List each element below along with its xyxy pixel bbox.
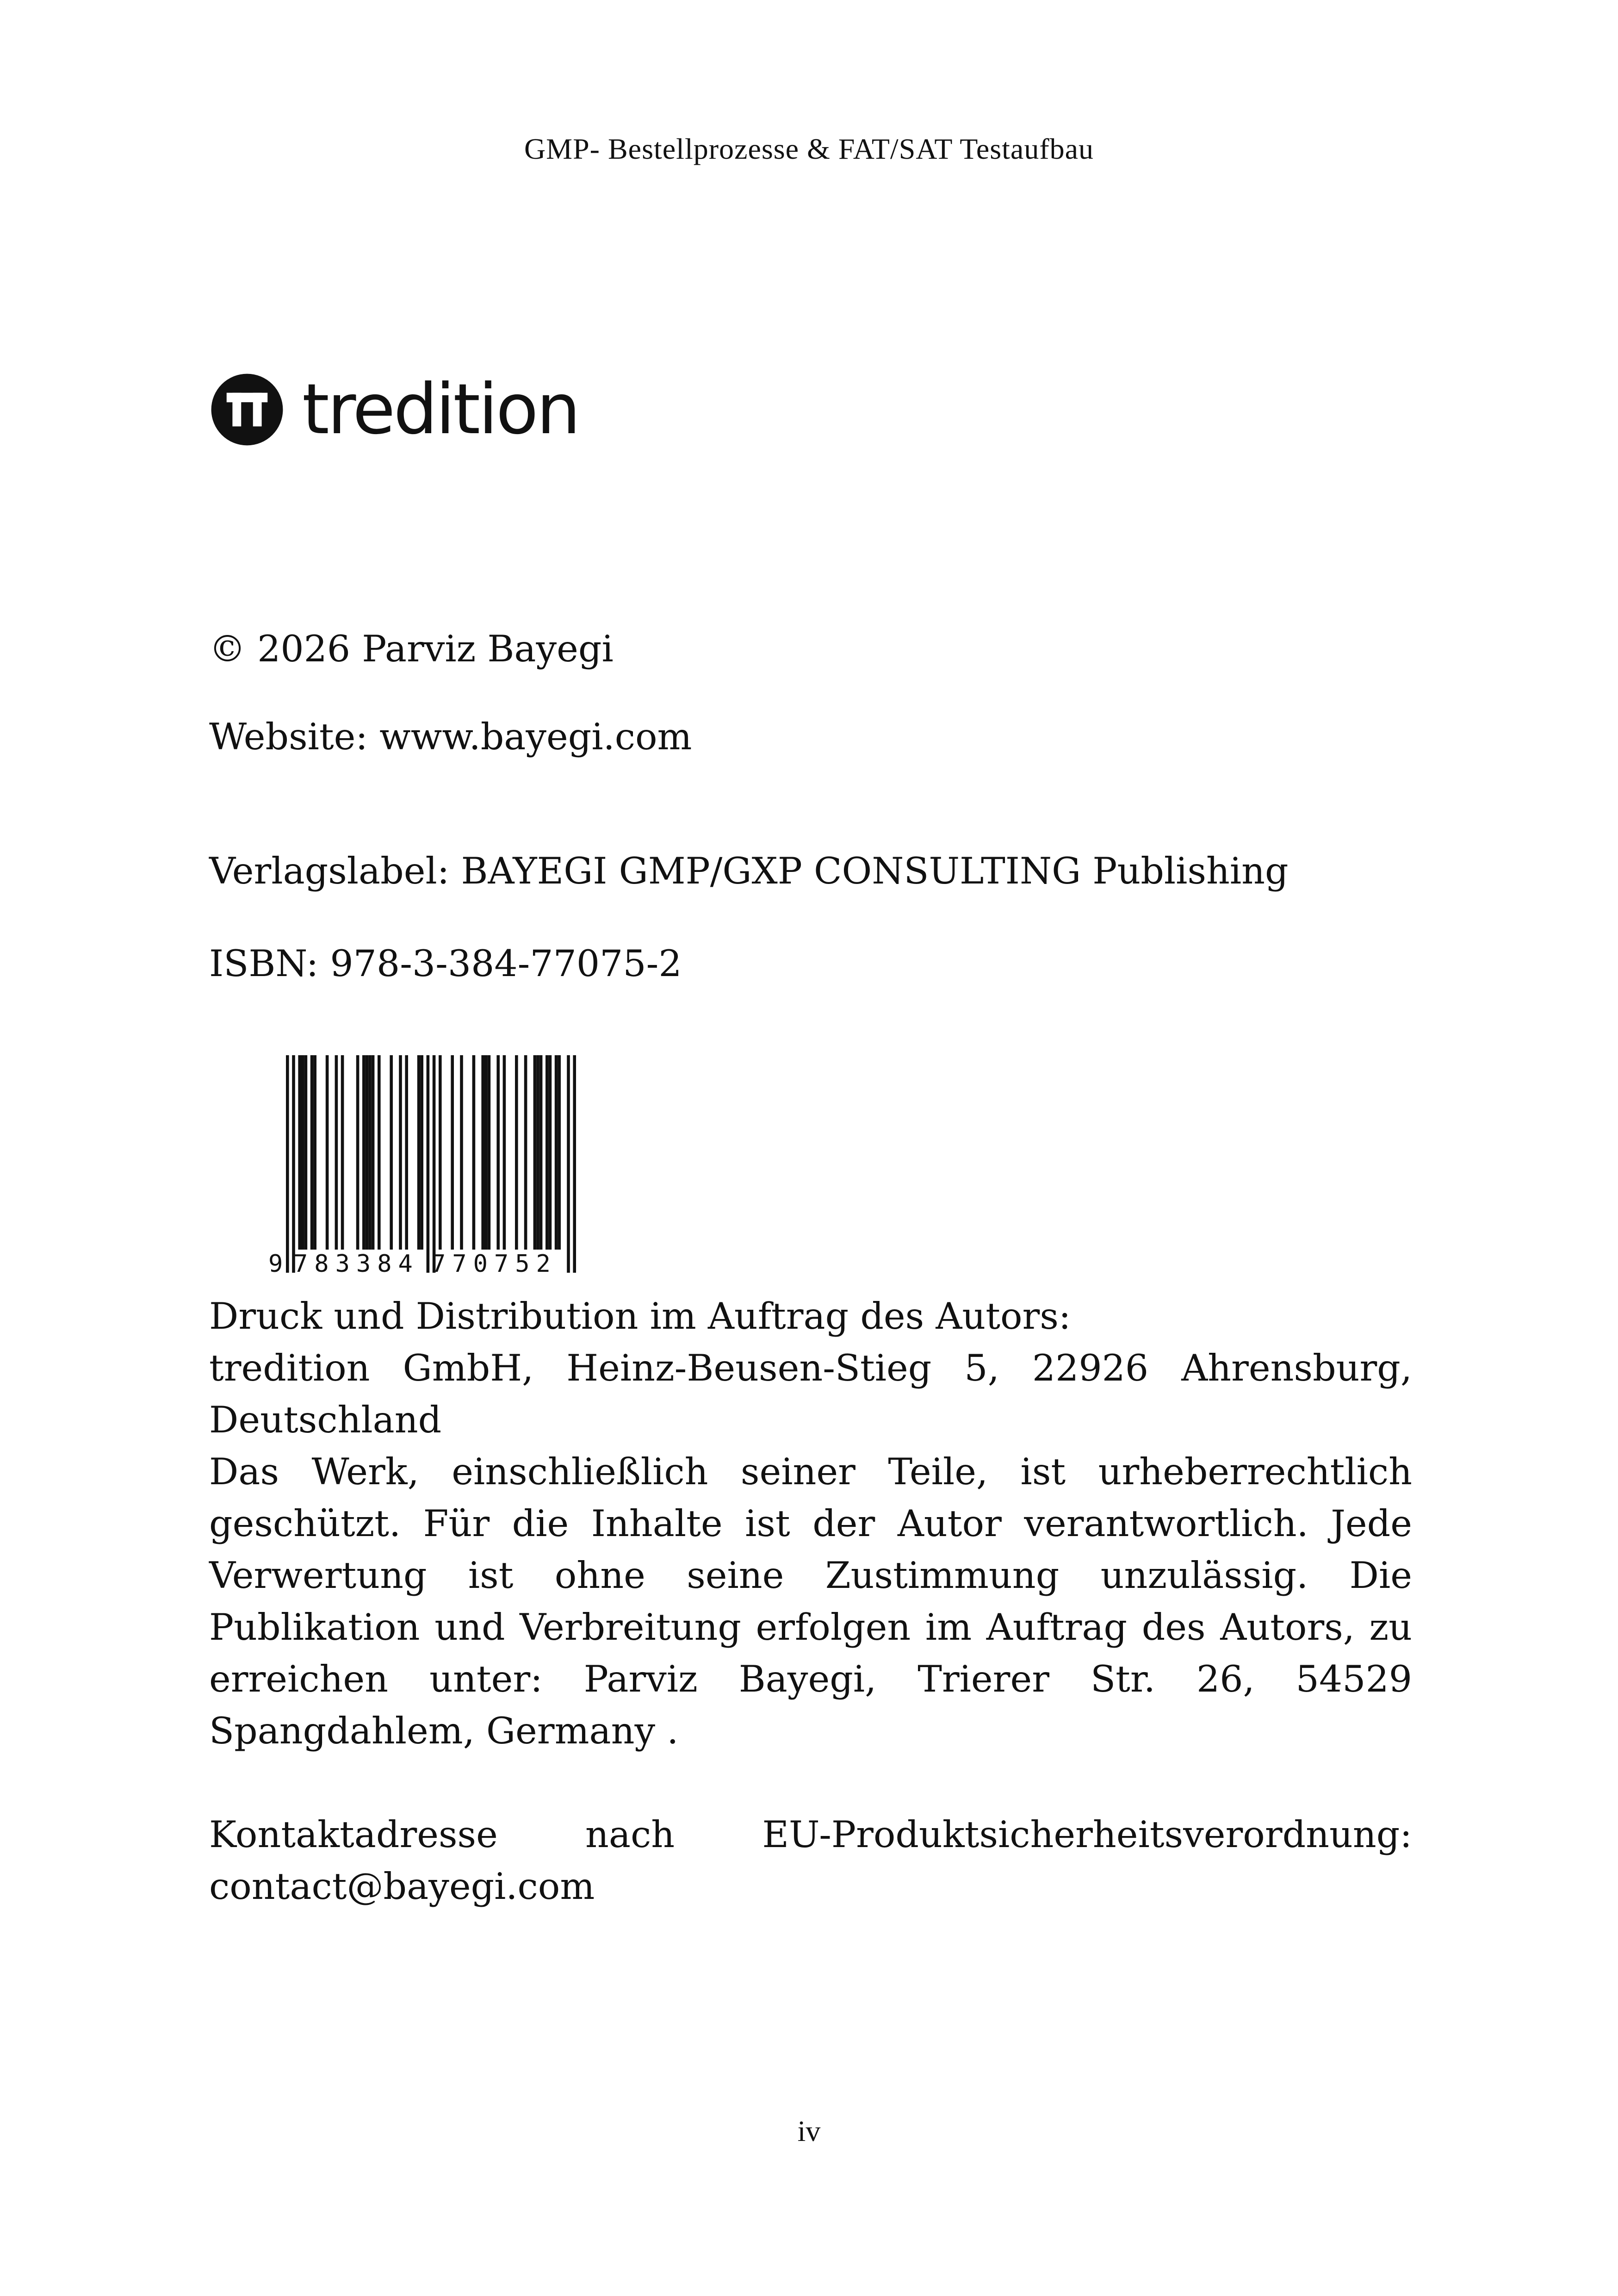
distribution-intro: Druck und Distribution im Auftrag des Autors: — [209, 1295, 1071, 1338]
copyright-line: © 2026 Parviz Bayegi — [209, 628, 614, 670]
barcode-bar — [356, 1055, 360, 1250]
publisher-logo — [211, 370, 579, 449]
barcode-bar — [488, 1055, 491, 1250]
barcode-bar — [390, 1055, 393, 1250]
barcode-guard-bar — [286, 1055, 289, 1273]
barcode-bar — [366, 1055, 369, 1250]
page-number: iv — [797, 2115, 821, 2147]
barcode-bar — [335, 1055, 338, 1250]
barcode-bar — [496, 1055, 500, 1250]
barcode-bar — [549, 1055, 552, 1250]
logo-wordmark: tredition — [302, 369, 579, 450]
website-line: Website: www.bayegi.com — [209, 716, 692, 758]
copyright-notice: Das Werk, einschließlich seiner Teile, ist urheberrechtlich geschützt. Für die Inhalte ist der Autor verantwortlich. Jede Verwertung ist ohne seine Zustimmung unzulässig. Die Publikation und Verbreitung erfolgen im Auftrag des Autors, zu erreichen unter: Parviz Bayegi, Trierer Str. 26, 54529 Spangdahlem, Germany . — [209, 1450, 1412, 1752]
barcode-bar — [368, 1055, 372, 1250]
barcode-guard-bar — [573, 1055, 576, 1273]
barcode-bar — [417, 1055, 421, 1250]
distribution-country: Deutschland — [209, 1399, 442, 1441]
barcode-bar — [524, 1055, 527, 1250]
barcode-bar — [558, 1055, 561, 1250]
barcode-bar — [420, 1055, 423, 1250]
contact-address: Kontaktadresse nach EU-Produktsicherheitsverordnung: contact@bayegi.com — [209, 1813, 1412, 1908]
barcode-bar — [546, 1055, 549, 1250]
barcode-bar — [372, 1055, 375, 1250]
isbn-line: ISBN: 978-3-384-77075-2 — [209, 942, 682, 985]
barcode-guard-bar — [292, 1055, 295, 1273]
barcode-bar — [326, 1055, 329, 1250]
barcode-bar — [301, 1055, 304, 1250]
tredition-t-logo-icon — [211, 373, 284, 446]
barcode-bar — [536, 1055, 539, 1250]
barcode-bar — [451, 1055, 454, 1250]
barcode-bar — [313, 1055, 316, 1250]
barcode-guard-bar — [567, 1055, 570, 1273]
barcode-bar — [481, 1055, 484, 1250]
barcode-bar — [341, 1055, 344, 1250]
barcode-bar — [555, 1055, 558, 1250]
barcode-bar — [304, 1055, 308, 1250]
barcode-bar — [298, 1055, 301, 1250]
distribution-address: tredition GmbH, Heinz-Beusen-Stieg 5, 22926 Ahrensburg, — [209, 1347, 1412, 1389]
barcode-bars — [286, 1055, 576, 1273]
barcode-bar — [539, 1055, 543, 1250]
barcode-bar — [515, 1055, 518, 1250]
barcode-bar — [460, 1055, 463, 1250]
publisher-label-line: Verlagslabel: BAYEGI GMP/GXP CONSULTING Publishing — [209, 850, 1289, 892]
running-header: GMP- Bestellprozesse & FAT/SAT Testaufbau — [524, 132, 1094, 165]
barcode-right-digits: 770752 — [431, 1250, 557, 1278]
barcode-guard-bar — [427, 1055, 430, 1273]
barcode-bar — [484, 1055, 488, 1250]
barcode-bar — [362, 1055, 366, 1250]
barcode-bar — [405, 1055, 408, 1250]
barcode-bar — [472, 1055, 476, 1250]
barcode-bar — [399, 1055, 402, 1250]
barcode-first-digit: 9 — [268, 1250, 283, 1278]
isbn-barcode — [259, 1051, 592, 1282]
barcode-bar — [378, 1055, 381, 1250]
barcode-left-digits: 783384 — [293, 1250, 419, 1278]
barcode-bar — [503, 1055, 506, 1250]
barcode-bar — [439, 1055, 442, 1250]
barcode-bar — [310, 1055, 314, 1250]
barcode-guard-bar — [433, 1055, 436, 1273]
barcode-bar — [533, 1055, 537, 1250]
